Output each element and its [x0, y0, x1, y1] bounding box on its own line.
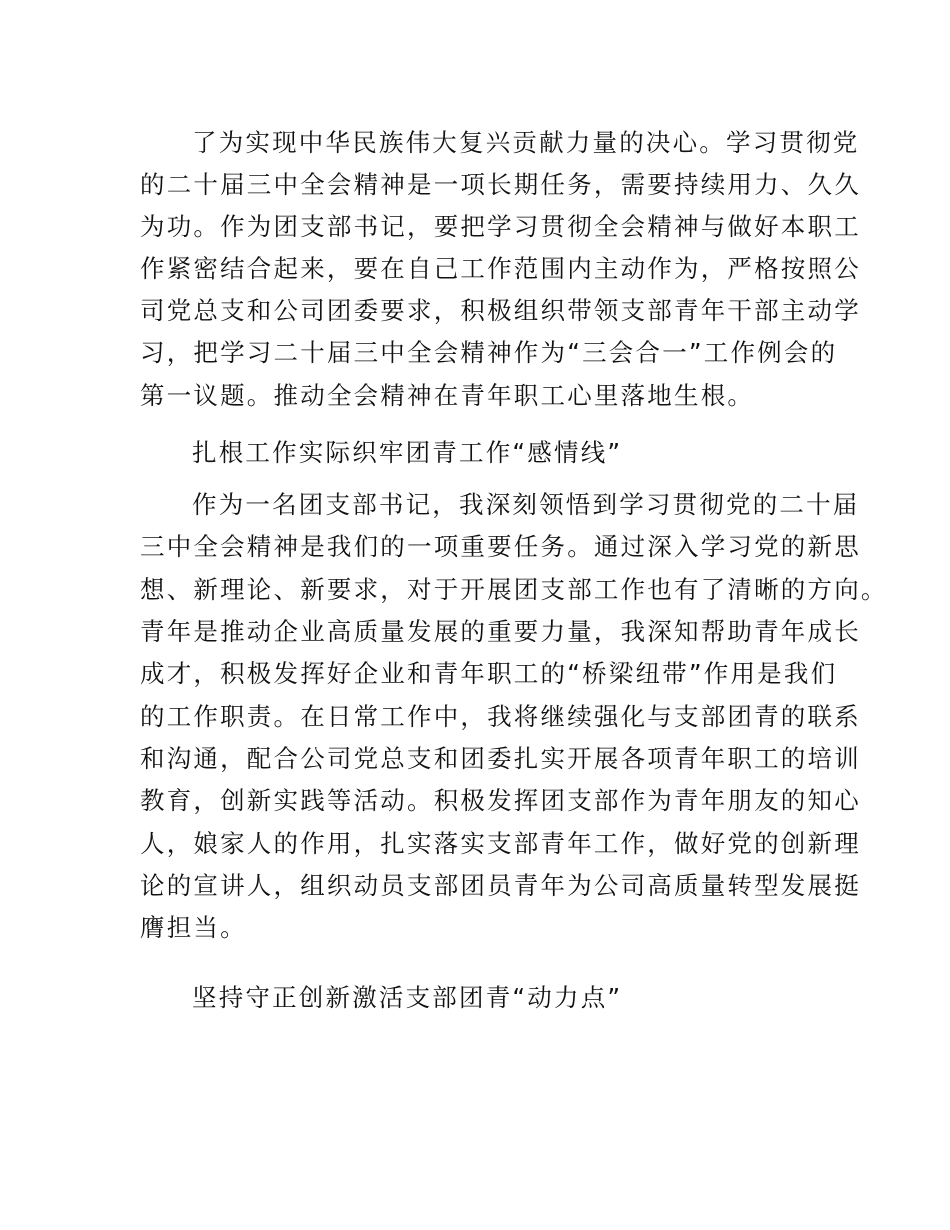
paragraph-1-line-6: 习，把学习二十届三中全会精神作为“三会合一”工作例会的 [140, 338, 838, 367]
paragraph-1-line-4: 作紧密结合起来，要在自己工作范围内主动作为，严格按照公 [140, 254, 861, 283]
paragraph-1-line-3: 为功。作为团支部书记，要把学习贯彻全会精神与做好本职工 [140, 212, 861, 241]
paragraph-2-line-11: 膺担当。 [140, 913, 247, 942]
paragraph-1-line-1: 了为实现中华民族伟大复兴贡献力量的决心。学习贯彻党 [192, 128, 860, 157]
paragraph-2-line-3: 想、新理论、新要求，对于开展团支部工作也有了清晰的方向。 [140, 575, 888, 604]
paragraph-2-line-1: 作为一名团支部书记，我深刻领悟到学习贯彻党的二十届 [192, 490, 860, 519]
paragraph-2-line-5: 成才，积极发挥好企业和青年职工的“桥梁纽带”作用是我们 [140, 659, 838, 688]
paragraph-1-line-7: 第一议题。推动全会精神在青年职工心里落地生根。 [140, 381, 755, 410]
paragraph-2-line-4: 青年是推动企业高质量发展的重要力量，我深知帮助青年成长 [140, 617, 861, 646]
paragraph-2-line-6: 的工作职责。在日常工作中，我将继续强化与支部团青的联系 [140, 702, 861, 731]
paragraph-1-line-2: 的二十届三中全会精神是一项长期任务，需要持续用力、久久 [140, 170, 861, 199]
paragraph-1-line-5: 司党总支和公司团委要求，积极组织带领支部青年干部主动学 [140, 296, 861, 325]
paragraph-2-line-9: 人，娘家人的作用，扎实落实支部青年工作，做好党的创新理 [140, 829, 861, 858]
paragraph-2-line-2: 三中全会精神是我们的一项重要任务。通过深入学习党的新思 [140, 532, 861, 561]
section-heading-1: 扎根工作实际织牢团青工作“感情线” [192, 438, 623, 467]
paragraph-2-line-8: 教育，创新实践等活动。积极发挥团支部作为青年朋友的知心 [140, 786, 861, 815]
paragraph-2-line-10: 论的宣讲人，组织动员支部团员青年为公司高质量转型发展挺 [140, 871, 861, 900]
paragraph-2-line-7: 和沟通，配合公司党总支和团委扎实开展各项青年职工的培训 [140, 744, 861, 773]
section-heading-2: 坚持守正创新激活支部团青“动力点” [192, 983, 623, 1012]
